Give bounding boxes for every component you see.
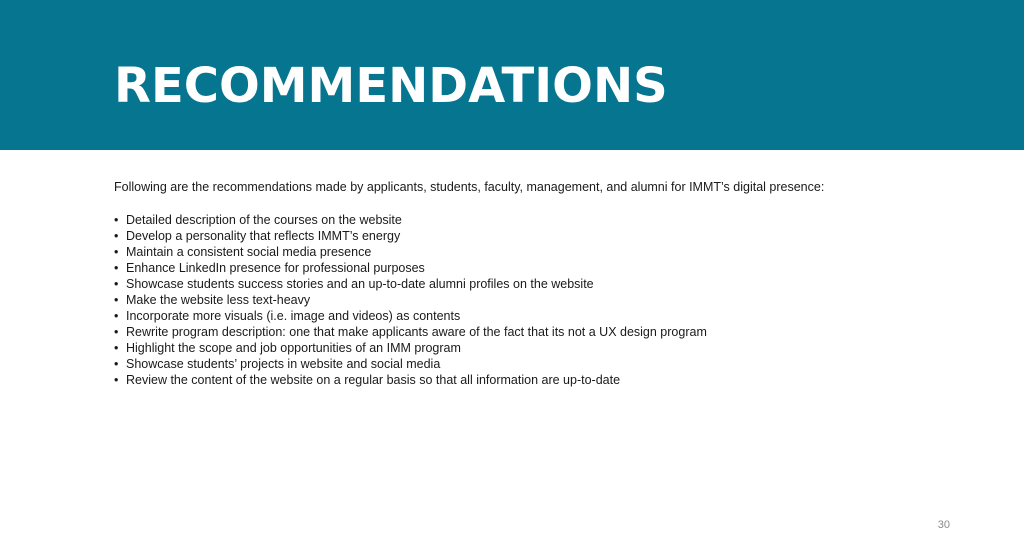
list-item [114, 340, 707, 356]
list-item [114, 308, 707, 324]
list-item-text: Highlight the scope and job opportunities of an IMM program [126, 341, 461, 355]
bullet: • [114, 309, 119, 323]
bullet: • [114, 341, 119, 355]
header-band [0, 0, 1024, 150]
list-item [114, 260, 707, 276]
bullet: • [114, 213, 119, 227]
bullet: • [114, 261, 119, 275]
bullet: • [114, 245, 119, 259]
recommendations-list [114, 212, 707, 388]
slide-title: RECOMMENDATIONS [114, 58, 668, 114]
list-item-text: Incorporate more visuals (i.e. image and videos) as contents [126, 309, 461, 323]
bullet: • [114, 325, 119, 339]
bullet: • [114, 293, 119, 307]
bullet: • [114, 277, 119, 291]
list-item-text: Make the website less text-heavy [126, 293, 311, 307]
list-item [114, 324, 707, 340]
bullet: • [114, 229, 119, 243]
list-item-text: Enhance LinkedIn presence for professional purposes [126, 261, 425, 275]
bullet: • [114, 357, 119, 371]
list-item-text: Showcase students’ projects in website and social media [126, 357, 441, 371]
list-item [114, 244, 707, 260]
page-number: 30 [937, 519, 950, 531]
list-item-text: Develop a personality that reflects IMMT’s energy [126, 229, 401, 243]
list-item-text: Showcase students success stories and an up-to-date alumni profiles on the website [126, 277, 594, 291]
list-item [114, 372, 707, 388]
list-item [114, 212, 707, 228]
list-item [114, 292, 707, 308]
list-item [114, 276, 707, 292]
list-item-text: Review the content of the website on a regular basis so that all information are up-to-date [126, 373, 621, 387]
bullet: • [114, 373, 119, 387]
list-item-text: Detailed description of the courses on the website [126, 213, 402, 227]
list-item [114, 228, 707, 244]
list-item-text: Rewrite program description: one that make applicants aware of the fact that its not a UX design program [126, 325, 707, 339]
intro-text: Following are the recommendations made by applicants, students, faculty, management, and alumni for IMMT’s digital presence: [114, 180, 825, 194]
list-item-text: Maintain a consistent social media presence [126, 245, 372, 259]
list-item [114, 356, 707, 372]
